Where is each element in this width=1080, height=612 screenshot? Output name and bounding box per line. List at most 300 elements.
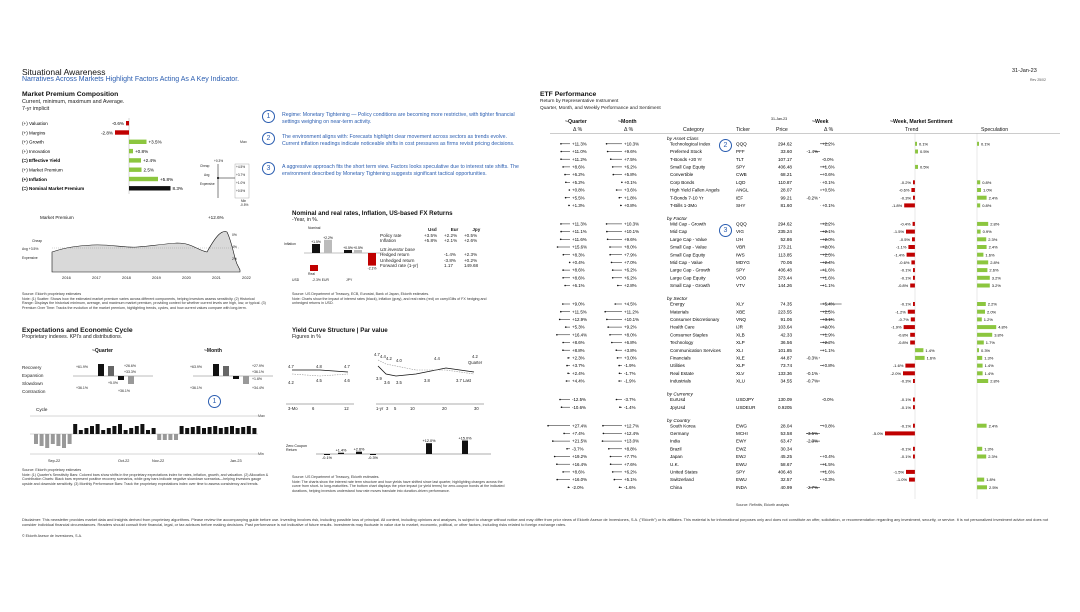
etf-trend-bar: [911, 317, 915, 321]
zero-coupon-bar: [356, 452, 362, 454]
etf-month-value: +0.1%: [624, 179, 637, 185]
etf-category: U.K.: [670, 461, 679, 467]
etf-ticker: VBR: [736, 244, 746, 250]
etf-ticker: CWB: [736, 172, 747, 178]
etf-month-value: -1.7%: [624, 370, 636, 376]
etf-trend-bar: [913, 455, 915, 459]
etf-speculation-value: 2.8%: [990, 260, 1000, 265]
cycle-bar: [90, 426, 94, 434]
rates-bar: [312, 244, 320, 253]
phase-contraction: Contraction: [22, 389, 46, 394]
premium-row-label: (+) Market Premium: [22, 167, 63, 173]
etf-ticker: XBE: [736, 309, 746, 315]
etf-week-value: +1.6%: [822, 275, 835, 281]
etf-quarter-value: +11.1%: [572, 229, 587, 235]
etf-speculation-value: 2.2%: [987, 301, 997, 307]
etf-quarter-value: +8.6%: [572, 267, 585, 273]
etf-month-value: +8.0%: [624, 244, 637, 250]
etf-ticker: EWU: [736, 461, 747, 467]
etf-month-value: +12.7%: [624, 423, 640, 429]
etf-month-value: +0.8%: [624, 203, 637, 208]
regime-1-badge: 1: [262, 110, 275, 123]
etf-category: Preferred Stock: [670, 149, 702, 155]
etf-category: EurUsd: [670, 397, 686, 403]
cycle-min: Min: [258, 452, 264, 456]
etf-speculation-value: 1.4%: [984, 370, 994, 376]
etf-week-value: +0.6%: [822, 172, 835, 178]
yield-note: Note: The charts show the interest rate term structure and how yields have shifted since last quarter, highlighting changes across the curve from short- to long-maturities. The bottom chart displays the price impact (or yield terms) for zero-coupon bonds at the indicated durations, helping investors understand how rate moves translate into duration-driven performance.: [292, 480, 505, 493]
rates-head-usd: Usd: [428, 227, 437, 232]
etf-category: Brazil: [670, 446, 682, 452]
cycle-bar: [185, 428, 189, 434]
yield-left-v2: 4.8: [316, 364, 322, 369]
yield-left-previous: [292, 374, 348, 376]
cycle-bar: [118, 424, 122, 434]
yield-right-x6: 30: [474, 406, 479, 411]
etf-month-value: +9.2%: [624, 324, 637, 330]
m-val-1: +63.9%: [190, 365, 202, 369]
phase-recovery: Recovery: [22, 365, 42, 370]
premium-row-label: (=) Effective Yield: [22, 158, 61, 164]
etf-trend-bar: [913, 222, 915, 226]
etf-quarter-value: +19.2%: [572, 454, 588, 460]
etf-trend-value: -0.1%: [900, 446, 911, 452]
etf-ticker: EWZ: [736, 446, 747, 452]
etf-trend-value: -1.2%: [895, 309, 906, 315]
yield-left-current: [292, 370, 348, 372]
etf-week-value: -1.4%: [806, 149, 818, 155]
etf-trend-bar: [909, 478, 915, 482]
gauge-min: Min: [241, 199, 247, 203]
etf-trend-value: -1.5%: [893, 229, 904, 235]
etf-speculation-value: 1.0%: [983, 187, 993, 193]
yield-left-v3: 4.7: [344, 364, 350, 369]
rates-inflation-label: Inflation: [284, 242, 296, 246]
etf-month-value: -1.9%: [624, 363, 636, 369]
etf-speculation-value: 0.3%: [981, 347, 991, 353]
etf-trend-bar: [913, 379, 915, 383]
premium-year-label: 2021: [212, 275, 221, 280]
yield-source: Source: US Department of Treasury, Ekiorth estimates.: [292, 475, 380, 479]
etf-category: Industrials: [670, 378, 691, 384]
etf-quarter-value: -3.7%: [572, 446, 584, 452]
etf-col-sentiment: ~Week, Market Sentiment: [890, 119, 953, 125]
etf-trend-value: -0.1%: [900, 267, 911, 273]
etf-week-value: +5.4%: [822, 301, 835, 307]
etf-month-value: +10.1%: [624, 317, 640, 322]
zero-coupon-value: -0.1%: [322, 456, 332, 460]
etf-ticker: MDYG: [736, 260, 750, 265]
etf-quarter-value: +1.3%: [572, 203, 585, 208]
rates-x-eur: -2.3% EUR: [312, 278, 329, 282]
etf-ticker: USDEUR: [736, 404, 756, 410]
etf-speculation-bar: [977, 276, 990, 280]
etf-trend-value: -0.1%: [900, 423, 911, 429]
etf-quarter-value: +12.9%: [572, 317, 588, 322]
etf-trend-bar: [911, 260, 915, 264]
etf-category: South Korea: [670, 423, 696, 429]
etf-quarter-value: +8.8%: [572, 347, 585, 353]
etf-week-value: +0.5%: [822, 187, 835, 193]
expectations-title: Expectations and Economic Cycle: [22, 327, 133, 334]
etf-category: Health Care: [670, 324, 695, 330]
etf-week-value: +0.8%: [822, 363, 835, 369]
etf-ticker: VNQ: [736, 317, 746, 322]
etf-price: 91.06: [780, 317, 792, 322]
yield-left-x1: 3-Mo: [288, 406, 298, 411]
etf-price: 28.07: [780, 187, 792, 193]
disclaimer: Disclaimer: This newsletter provides market data and insights derived from proprietary algorithms. Please review the accompanying guide before use. Investing involves risk, including possible loss of principal. All content, including opinions and analyses, is subject to change without notice and may differ from prior views of Ekiorth Asesor de Inversiones, S.A. ("Ekiorth") or its affiliates. This material is for informational purposes only and does not constitute an offer, solicitation, or recommendation regarding any investment, security, or service. It is not personalized investment advice and does not consider individual financial circumstances. Readers should consult their financial, legal, or tax advisors before making decisions. Past performance is not indicative of future results. Investments may fluctuate in value due to market, economic, political, or other factors, including risks related to foreign exchange rates.: [22, 517, 1049, 527]
etf-trend-bar: [915, 142, 917, 146]
etf-speculation-value: 3.2%: [991, 275, 1001, 281]
etf-month-value: +12.4%: [624, 431, 640, 436]
etf-month-value: +2.8%: [624, 283, 637, 289]
etf-price: 36.56: [780, 340, 792, 346]
cycle-bar: [40, 434, 44, 446]
cycle-bar: [62, 434, 66, 448]
yield-right-v1: 4.7: [374, 352, 380, 357]
etf-col-week: ~Week: [812, 119, 829, 125]
zero-coupon-value: -0.3%: [368, 456, 378, 460]
yield-left-x2: 6: [312, 406, 315, 411]
zero-coupon-value: +1.4%: [335, 448, 347, 453]
etf-category: Switzerland: [670, 477, 694, 483]
etf-speculation-value: 2.6%: [989, 267, 999, 273]
page-subtitle: Narratives Across Markets Highlight Factors Acting As A Key Indicator.: [22, 76, 240, 83]
zero-coupon-label: Zero Coupon Return: [286, 444, 307, 453]
etf-speculation-value: 1.7%: [985, 340, 995, 346]
cycle-bar: [247, 426, 251, 434]
etf-trend-bar: [904, 203, 915, 207]
etf-price: 63.47: [780, 438, 792, 444]
rates-bar-label: -2.1%: [367, 266, 377, 271]
premium-year-label: 2019: [152, 275, 161, 280]
etf-category: Germany: [670, 431, 689, 436]
gauge-tick-1: +4.5%: [236, 165, 246, 169]
cycle-title: Cycle: [36, 407, 48, 412]
etf-quarter-value: -10.6%: [572, 404, 586, 410]
etf-month-value: -1.6%: [624, 484, 636, 490]
etf-trend-bar: [906, 230, 915, 234]
etf-week-value: +2.3%: [822, 252, 835, 258]
etf-week-value: +2.2%: [822, 221, 835, 227]
etf-month-value: +6.2%: [624, 275, 637, 281]
yield-quarter-label: Quarter: [468, 360, 483, 365]
etf-month-value: +6.2%: [624, 164, 637, 170]
etf-quarter-value: +2.4%: [572, 370, 585, 376]
cycle-bar: [101, 430, 105, 434]
premium-subtitle: Current, minimum, maximum and Average.: [22, 99, 125, 105]
etf-quarter-value: -2.0%: [572, 484, 584, 490]
etf-month-value: +6.8%: [624, 340, 637, 346]
yield-right-v2: 4.4: [380, 354, 386, 359]
rates-table-row: Policy rate +3.5% +2.2% +0.5%: [380, 232, 478, 238]
etf-quarter-value: +27.4%: [572, 423, 588, 429]
etf-ticker: EWY: [736, 438, 747, 444]
premium-bar: [129, 177, 158, 181]
rates-head-jpy: Jpy: [472, 227, 481, 232]
etf-quarter-value: +2.3%: [572, 355, 585, 361]
etf-price: 144.26: [777, 283, 792, 289]
etf-price: 30.34: [780, 446, 792, 452]
rates-real-label: Real: [308, 272, 315, 276]
etf-ticker: QQQ: [736, 221, 747, 227]
etf-speculation-bar: [977, 302, 986, 306]
etf-price: 52.86: [780, 236, 792, 242]
cycle-bar: [124, 430, 128, 434]
etf-week-value: +1.1%: [822, 283, 835, 289]
etf-speculation-bar: [977, 348, 979, 352]
premium-row-label: (+) Margins: [22, 130, 46, 136]
etf-month-value: +9.6%: [624, 236, 637, 242]
etf-price: 133.36: [777, 370, 792, 376]
cycle-bar: [157, 434, 161, 440]
etf-category: Utilities: [670, 363, 685, 369]
expectations-circle-badge: 1: [208, 395, 221, 408]
etf-col-ticker: Ticker: [736, 127, 750, 133]
cycle-month-3: Nov-22: [152, 459, 165, 463]
etf-trend-bar: [915, 348, 923, 352]
etf-trend-bar: [906, 470, 915, 474]
etf-speculation-bar: [977, 196, 987, 200]
phase-slowdown: Slowdown: [22, 381, 43, 386]
etf-col-month: ~Month: [618, 119, 637, 125]
etf-category: Small Cap - Growth: [670, 283, 711, 289]
q-val-6: +36.1%: [118, 389, 130, 393]
yield-right-x1: 1-yr: [376, 406, 384, 411]
etf-trend-bar: [910, 333, 915, 337]
etf-ticker: XLY: [736, 301, 745, 307]
etf-price: 44.87: [780, 355, 792, 361]
etf-trend-bar: [913, 424, 915, 428]
etf-trend-value: -5.0%: [872, 431, 883, 436]
etf-speculation-bar: [977, 142, 979, 146]
etf-trend-value: -0.8%: [897, 340, 909, 346]
premium-year-label: 2017: [92, 275, 101, 280]
etf-speculation-value: 1.2%: [983, 317, 993, 322]
etf-speculation-value: 2.8%: [990, 378, 1000, 384]
etf-col-price-date: 31-Jan-23: [771, 117, 788, 121]
yield-right-v6: 3.6: [384, 380, 390, 385]
etf-week-value: +0.3%: [822, 477, 835, 483]
premium-bar-value: +0.8%: [135, 148, 149, 154]
etf-price: 28.04: [780, 423, 792, 429]
etf-ticker: USDJPY: [736, 397, 755, 403]
etf-trend-value: -1.9%: [891, 324, 902, 330]
phase-expansion: Expansion: [22, 373, 44, 378]
etf-price: 33.60: [780, 149, 792, 155]
etf-subtitle-2: Quarter, Month, and Weekly Performance and Sentiment: [540, 106, 661, 111]
yield-right-current: [378, 366, 474, 376]
etf-quarter-value: +11.2%: [572, 156, 587, 162]
etf-price: 32.57: [780, 477, 792, 483]
etf-badge-3: 3: [719, 224, 732, 237]
etf-week-value: +0.1%: [822, 203, 835, 208]
m-val-2: +27.9%: [252, 364, 264, 368]
rates-subtitle: -Year, in %.: [292, 217, 319, 223]
etf-speculation-value: 1.8%: [986, 477, 996, 483]
etf-trend-bar: [913, 398, 915, 402]
etf-price: 58.67: [780, 461, 792, 467]
etf-quarter-value: +0.8%: [572, 187, 585, 193]
etf-category: Large Cap - Growth: [670, 267, 711, 273]
rates-x-usd: USD: [292, 278, 300, 282]
etf-speculation-value: 2.8%: [990, 221, 1000, 227]
etf-trend-bar: [908, 245, 915, 249]
cycle-month-2: Oct-22: [118, 459, 130, 463]
etf-price: 73.74: [780, 363, 792, 369]
etf-week-value: +1.6%: [822, 469, 835, 475]
etf-ticker: VOO: [736, 275, 747, 281]
etf-col-delta-w: Δ %: [824, 127, 834, 133]
etf-price: 406.48: [777, 164, 792, 170]
etf-speculation-value: 1.3%: [984, 355, 994, 361]
etf-speculation-bar: [977, 379, 988, 383]
etf-ticker: XLE: [736, 355, 745, 361]
etf-category: T-Bonds +20 Yr: [670, 156, 702, 162]
etf-price: 130.09: [777, 397, 792, 403]
etf-trend-value: -1.5%: [893, 469, 904, 475]
etf-category: Small Cap Equity: [670, 164, 706, 170]
yield-right-x4: 10: [410, 406, 415, 411]
etf-week-value: -0.0%: [822, 397, 834, 403]
premium-gauge: [200, 158, 260, 206]
etf-price: 103.64: [777, 324, 792, 330]
copyright: © Ekiorth Asesor de Inversiones, S.A.: [22, 534, 82, 538]
etf-quarter-value: +11.5%: [572, 309, 587, 315]
etf-week-value: +0.4%: [822, 454, 835, 460]
rates-table: [380, 227, 500, 269]
etf-ticker: MCHI: [736, 431, 748, 436]
etf-ticker: SHY: [736, 203, 746, 208]
etf-price: 406.48: [777, 469, 792, 475]
etf-speculation-bar: [977, 260, 988, 264]
premium-bar: [129, 186, 171, 190]
etf-price: 45.25: [780, 454, 792, 460]
etf-trend-value: -0.6%: [898, 260, 910, 265]
etf-week-value: +0.1%: [822, 179, 835, 185]
etf-price: 107.17: [777, 156, 792, 162]
etf-category: Corp Bonds: [670, 179, 695, 185]
zero-coupon-value: +15.0%: [458, 436, 472, 441]
etf-trend-bar: [910, 284, 915, 288]
etf-col-speculation: Speculation: [981, 127, 1009, 133]
rates-title: Nominal and real rates, Inflation, US-based FX Returns: [292, 210, 453, 217]
etf-speculation-bar: [977, 447, 982, 451]
premium-note: Note: (1) Scatter: Shows how the estimated market premium varies across different components, helping investors assess sensitivity. (2) Historical Range: Displays the historical minimum, average, and maximum market premium, providing context for whether current levels are high, low, or typical. (3) Premium Over Time: Tracks the evolution of the market premium, highlighting trends, cycles, and how current values compare with long-term.: [22, 297, 266, 310]
yield-right-v10: 4.2: [472, 354, 478, 359]
etf-speculation-value: 0.1%: [981, 141, 991, 147]
etf-trend-bar: [907, 253, 915, 257]
etf-price: 173.21: [777, 244, 792, 250]
cycle-bar: [196, 426, 200, 434]
etf-trend-value: -0.6%: [898, 187, 910, 193]
etf-speculation-value: 2.4%: [988, 244, 998, 250]
cycle-bar: [96, 424, 100, 434]
etf-month-value: +8.8%: [624, 446, 637, 452]
etf-trend-value: 0.5%: [920, 149, 930, 155]
etf-quarter-value: +11.0%: [572, 149, 587, 155]
cycle-month-1: Sep-22: [48, 459, 61, 463]
etf-speculation-value: 0.8%: [982, 203, 992, 208]
etf-week-value: -0.1%: [806, 370, 818, 376]
etf-trend-bar: [913, 447, 915, 451]
etf-category: Japan: [670, 454, 683, 460]
cycle-bar: [152, 428, 156, 434]
etf-trend-value: -0.1%: [900, 301, 911, 307]
regime-3-badge: 3: [262, 162, 275, 175]
premium-row-label: (+) Innovation: [22, 148, 51, 154]
premium-row-label: (+) Valuation: [22, 121, 48, 126]
etf-ticker: INDA: [736, 484, 747, 490]
etf-trend-value: -0.5%: [899, 236, 910, 242]
etf-col-trend: Trend: [905, 127, 919, 133]
premium-label-avg: Avg +3.5%: [22, 247, 39, 251]
etf-quarter-value: +5.5%: [572, 195, 585, 201]
cycle-bar: [135, 426, 139, 434]
etf-month-value: +8.0%: [624, 332, 637, 338]
etf-ticker: XLV: [736, 370, 745, 376]
etf-quarter-value: +4.4%: [572, 378, 585, 384]
etf-category: Materials: [670, 309, 689, 315]
expectations-month-label: ~Month: [204, 348, 222, 354]
regime-3-text: A aggressive approach fits the short term view. Factors looks speculative due to interest rate shifts. The environment described by Monetary Tightening suggests significant tactical opportunities.: [282, 164, 519, 177]
premium-label-expensive: Expensive: [22, 256, 38, 260]
etf-month-value: +13.0%: [624, 438, 640, 444]
premium-title: Market Premium Composition: [22, 91, 119, 98]
etf-month-value: +10.3%: [624, 221, 640, 227]
premium-implied: 7-yr implicit: [22, 106, 50, 112]
etf-trend-value: -0.4%: [900, 221, 911, 227]
etf-badge-2: 2: [719, 139, 732, 152]
etf-speculation-value: 0.9%: [982, 229, 992, 235]
cycle-bar: [230, 426, 234, 434]
regime-2-badge: 2: [262, 132, 275, 145]
etf-month-value: +10.3%: [624, 141, 640, 147]
etf-speculation-value: 2.4%: [988, 423, 998, 429]
yield-right-x2: 3: [386, 406, 389, 411]
etf-speculation-bar: [977, 341, 984, 345]
yield-title: Yield Curve Structure | Par value: [292, 327, 388, 334]
zero-coupon-bar: [426, 443, 432, 454]
zero-coupon-value: +12.0%: [422, 439, 436, 444]
etf-week-value: +2.4%: [822, 260, 835, 265]
etf-speculation-bar: [977, 245, 987, 249]
etf-category: Mid Cap - Growth: [670, 221, 706, 227]
yield-right-v8: 3.8: [424, 378, 430, 383]
yield-subtitle: Figures in %: [292, 334, 321, 340]
etf-trend-bar: [908, 310, 915, 314]
etf-price: 81.60: [780, 203, 792, 208]
rates-head-eur: Eur: [450, 227, 459, 232]
rates-x-jpy: JPY: [346, 278, 353, 282]
rates-bar-label: +0.5%: [343, 246, 353, 250]
gauge-tick-4: +0.5%: [236, 189, 246, 193]
etf-week-value: -0.3%: [806, 355, 818, 361]
etf-speculation-bar: [977, 478, 984, 482]
etf-trend-bar: [913, 405, 915, 409]
etf-category: Large Cap - Value: [670, 236, 707, 242]
regime-2-text: The environment aligns with: Forecasts highlight clear movement across sectors as trends evolve. Current inflation readings indicate noticeable shifts in cost pressures as firms revisit pricing decisions.: [282, 134, 515, 147]
etf-trend-bar: [913, 302, 915, 306]
etf-speculation-bar: [977, 237, 986, 241]
etf-quarter-value: +21.5%: [572, 438, 588, 444]
etf-ticker: IWS: [736, 252, 745, 258]
yield-right-v11: 3.7 Last: [456, 378, 471, 383]
etf-week-value: -3.5%: [806, 431, 818, 436]
etf-ticker: ANGL: [736, 187, 749, 193]
page-title: Situational Awareness: [22, 67, 106, 77]
